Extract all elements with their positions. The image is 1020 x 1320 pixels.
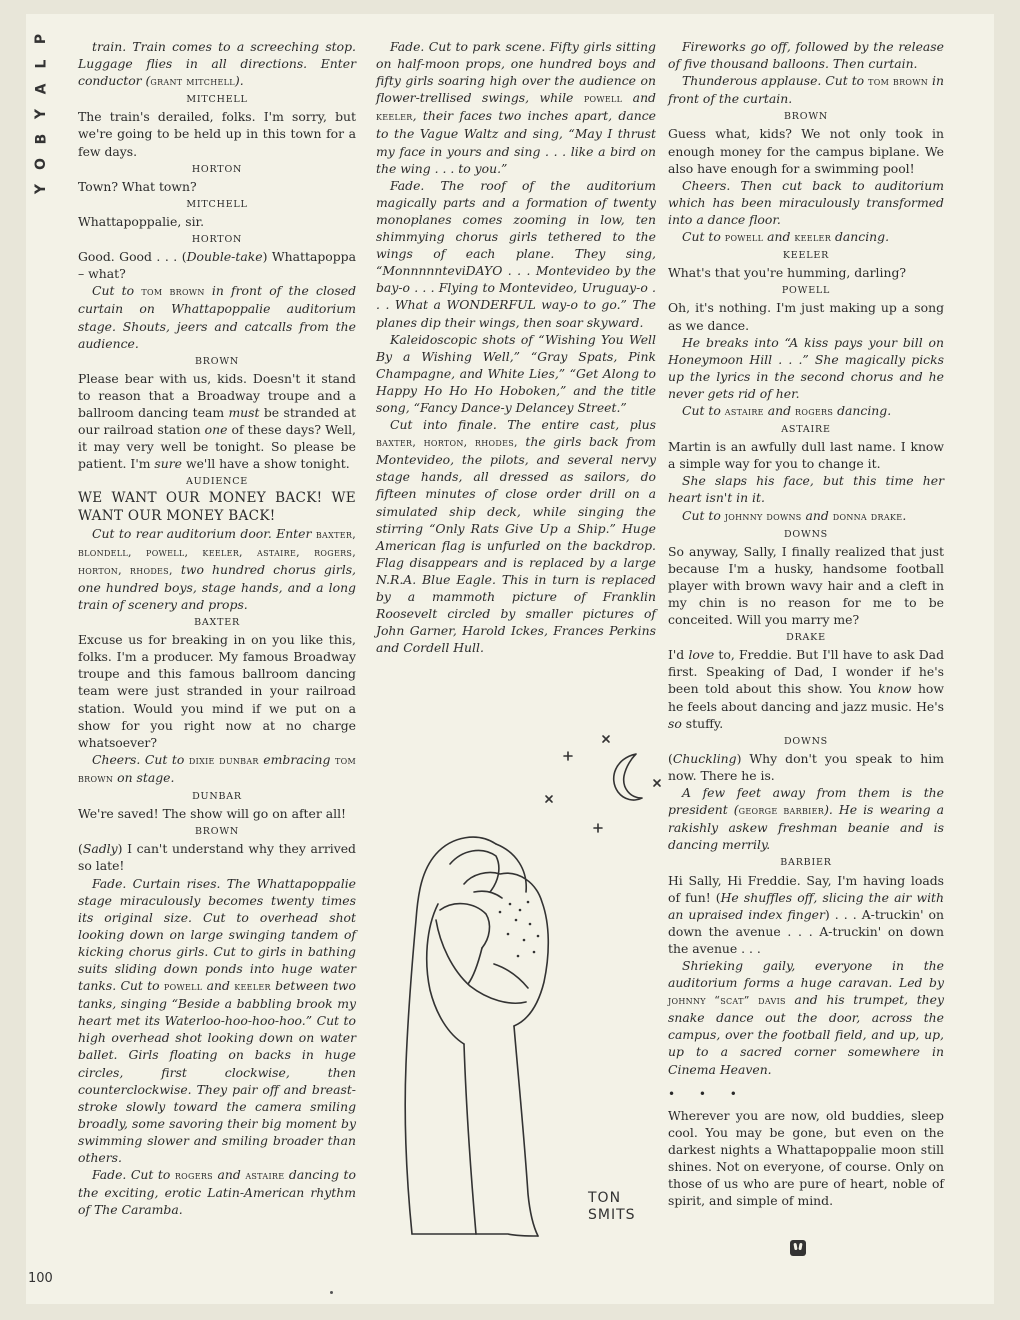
decorative-dot	[330, 1291, 333, 1294]
dialogue-line: Martin is an awfully dull last name. I know a simple way for you to change it.	[668, 439, 944, 472]
side-letter: A	[33, 83, 49, 95]
side-letter: Y	[32, 108, 49, 120]
stage-direction: Cut to powell and keeler dancing.	[682, 229, 890, 245]
speaker-name: MITCHELL	[186, 198, 248, 210]
section-break: • • •	[668, 1086, 747, 1101]
artist-signature	[588, 1190, 636, 1224]
stage-direction: Cheers. Cut to dixie dunbar embracing tom brown on stage.	[78, 751, 357, 785]
magazine-page	[26, 14, 994, 1304]
stage-direction: Cut into finale. The entire cast, plus baxter, horton, rhodes, the girls back from Montevideo, the pilots, and several nervy stage hands, all dressed as sailors, do fifteen minutes of close order drill on a simulated ship deck, while singing the stirring “Only Rats Give Up a Ship.” Huge American flag is unfurled on the backdrop. Flag disappears and is replaced by a large N.R.A. Blue Eagle. This in turn is replaced by a mammoth picture of Franklin Roosevelt circled by smaller pictures of John Garner, Harold Ickes, Frances Perkins and Cordell Hull.	[376, 417, 657, 656]
dialogue-line: WE WANT OUR MONEY BACK! WE WANT OUR MONEY BACK!	[78, 490, 356, 524]
text-column-2	[376, 38, 656, 656]
speaker-name: BROWN	[784, 111, 828, 123]
dialogue-line: Guess what, kids? We not only took in enough money for the campus biplane. We also have enough for a swimming pool!	[668, 126, 944, 176]
speaker-name: ASTAIRE	[781, 424, 831, 436]
dialogue-line: Oh, it's nothing. I'm just making up a song as we dance.	[668, 300, 944, 333]
stage-direction: Cheers. Then cut back to auditorium which has been miraculously transformed into a dance floor.	[668, 177, 944, 227]
speaker-name: KEELER	[782, 250, 830, 262]
stage-direction: Cut to tom brown in front of the closed curtain on Whattapoppalie auditorium stage. Shouts, jeers and catcalls from the audience.	[78, 283, 356, 351]
dialogue-line: Town? What town?	[78, 178, 197, 194]
side-letter: B	[32, 133, 49, 145]
side-letter: O	[33, 158, 49, 170]
dialogue-line: I'd love to, Freddie. But I'll have to ask Dad first. Speaking of Dad, I wonder if he's been told about this show. You know how he feels about dancing and jazz music. He's so stuffy.	[668, 647, 945, 731]
dialogue-line: The train's derailed, folks. I'm sorry, but we're going to be held up in this town for a few days.	[78, 109, 356, 159]
speaker-name: HORTON	[191, 234, 243, 246]
page-number: 100	[28, 1271, 53, 1286]
stage-direction: Shrieking gaily, everyone in the auditorium forms a huge caravan. Led by johnny “scat” davis and his trumpet, they snake dance out the door, across the campus, over the football field, and up, up, up to a sacred corner somewhere in Cinema Heaven.	[668, 957, 944, 1077]
stage-direction: Fade. Cut to rogers and astaire dancing to the exciting, erotic Latin-American rhythm of The Caramba.	[78, 1167, 356, 1218]
star-icon	[546, 796, 552, 802]
star-icon	[603, 736, 609, 742]
speaker-name: BAXTER	[194, 617, 240, 629]
dialogue-line: We're saved! The show will go on after all!	[78, 806, 347, 822]
side-letter: Y	[32, 183, 49, 195]
speaker-name: DOWNS	[784, 735, 828, 747]
speaker-name: DRAKE	[786, 632, 826, 644]
stage-direction: A few feet away from them is the president (george barbier). He is wearing a rakishly askew freshman beanie and is dancing merrily.	[668, 785, 944, 853]
dialogue-line: (Chuckling) Why don't you speak to him now. There he is.	[668, 750, 944, 783]
cartoon-illustration	[378, 714, 668, 1254]
speaker-name: HORTON	[191, 163, 243, 175]
dialogue-line: Please bear with us, kids. Doesn't it stand to reason that a Broadway troupe and a ballroom dancing team must be stranded at our railroad station one of these days? Well, it may very well be tonight. So please be patient. I'm sure we'll have a show tonight.	[78, 370, 356, 472]
speaker-name: BROWN	[195, 826, 239, 838]
dialogue-line: What's that you're humming, darling?	[668, 265, 907, 281]
side-letter: P	[32, 33, 49, 45]
stage-direction: Cut to astaire and rogers dancing.	[682, 402, 892, 418]
stage-direction: Cut to johnny downs and donna drake.	[682, 507, 907, 523]
speaker-name: MITCHELL	[186, 94, 248, 106]
dialogue-line: Wherever you are now, old buddies, sleep cool. You may be gone, but even on the darkest nights a Whattapoppalie moon still shines. Not on everyone, of course. Only on those of us who are pure of heart, noble of spirit, and simple of mind.	[668, 1107, 944, 1209]
text-column-1	[78, 38, 356, 1218]
speaker-name: BARBIER	[780, 857, 832, 869]
speaker-name: AUDIENCE	[185, 476, 249, 488]
stage-direction: Fade. Cut to park scene. Fifty girls sitting on half-moon props, one hundred boys and fifty girls soaring high over the audience on flower-trellised swings, while powell and keeler, their faces two inches apart, dance to the Vague Waltz and sing, “May I thrust my face in yours and sing . . . like a bird on the wing . . . to you.”	[376, 39, 656, 176]
stage-direction: Kaleidoscopic shots of “Wishing You Well By a Wishing Well,” “Gray Spats, Pink Champagne, and White Lies,” “Get Along to Happy Ho Ho Ho Hoboken,” and the title song, “Fancy Dance-y Delancey Street.”	[376, 331, 656, 415]
dialogue-line: Excuse us for breaking in on you like this, folks. I'm a producer. My famous Broadway troupe and this famous ballroom dancing team were just stranded in your railroad station. Would you mind if we put on a show for you right now at no charge whatsoever?	[78, 632, 356, 750]
dialogue-line: Hi Sally, Hi Freddie. Say, I'm having loads of fun! (He shuffles off, slicing the air with an upraised index finger) . . . A-truckin' on down the avenue . . . A-truckin' on down the avenue . . .	[668, 872, 944, 956]
text-column-3	[668, 38, 944, 1209]
stage-direction: He breaks into “A kiss pays your bill on Honeymoon Hill . . .” She magically picks up the lyrics in the second chorus and he never gets rid of her.	[668, 334, 944, 401]
side-letter: L	[32, 59, 49, 69]
dialogue-line: Whattapoppalie, sir.	[78, 213, 205, 229]
speaker-name: DOWNS	[784, 528, 828, 540]
dialogue-line: Good. Good . . . (Double-take) Whattapoppa – what?	[78, 249, 356, 282]
crescent-moon-icon	[614, 754, 642, 800]
speaker-name: DUNBAR	[192, 791, 242, 803]
stage-direction: train. Train comes to a screeching stop. Luggage flies in all directions. Enter conductor (grant mitchell).	[78, 39, 356, 89]
star-icon	[564, 752, 572, 760]
signature-line: TON	[588, 1190, 622, 1206]
stage-direction: Fireworks go off, followed by the release of five thousand balloons. Then curtain.	[668, 39, 944, 72]
stage-direction: Cut to rear auditorium door. Enter baxter, blondell, powell, keeler, astaire, rogers, horton, rhodes, two hundred chorus girls, one hundred boys, stage hands, and a long train of scenery and props.	[78, 525, 356, 612]
stage-direction: Fade. The roof of the auditorium magically parts and a formation of twenty monoplanes comes zooming in low, ten shimmying chorus girls tethered to the wings of each plane. They sing, “MonnnnnteviDAYO . . . Montevideo by the bay-o . . . Flying to Montevideo, Uruguay-o . . . What a WONDERFUL way-o to go.” The planes dip their wings, then soar skyward.	[376, 177, 656, 330]
signature-line: SMITS	[588, 1207, 636, 1223]
stage-direction: She slaps his face, but this time her heart isn't in it.	[668, 473, 944, 506]
stage-direction: Fade. Curtain rises. The Whattapoppalie stage miraculously becomes twenty times its original size. Cut to overhead shot looking down on large swinging tandem of kicking chorus girls. Cut to girls in bathing suits sliding down ponds into huge water tanks. Cut to powell and keeler between two tanks, singing “Beside a babbling brook my heart met its Waterloo-hoo-hoo-hoo.” Cut to high overhead shot looking down on water ballet. Girls floating on backs in huge circles, first clockwise, then counterclockwise. They pair off and breast-stroke slowly toward the camera smiling broadly, some savoring their big moment by swimming slower and smiling broader than others.	[78, 875, 356, 1165]
playboy-bunny-icon	[790, 1240, 806, 1256]
star-icon	[654, 780, 660, 786]
stage-direction: Thunderous applause. Cut to tom brown in front of the curtain.	[668, 73, 944, 107]
speaker-name: BROWN	[195, 355, 239, 367]
dialogue-line: (Sadly) I can't understand why they arrived so late!	[78, 841, 356, 874]
star-icon	[594, 824, 602, 832]
speaker-name: POWELL	[781, 285, 831, 297]
dialogue-line: So anyway, Sally, I finally realized that just because I'm a husky, handsome football player with brown wavy hair and a cleft in my chin is no reason for me to be conceited. Will you marry me?	[668, 543, 944, 628]
magazine-side-label	[30, 32, 52, 196]
